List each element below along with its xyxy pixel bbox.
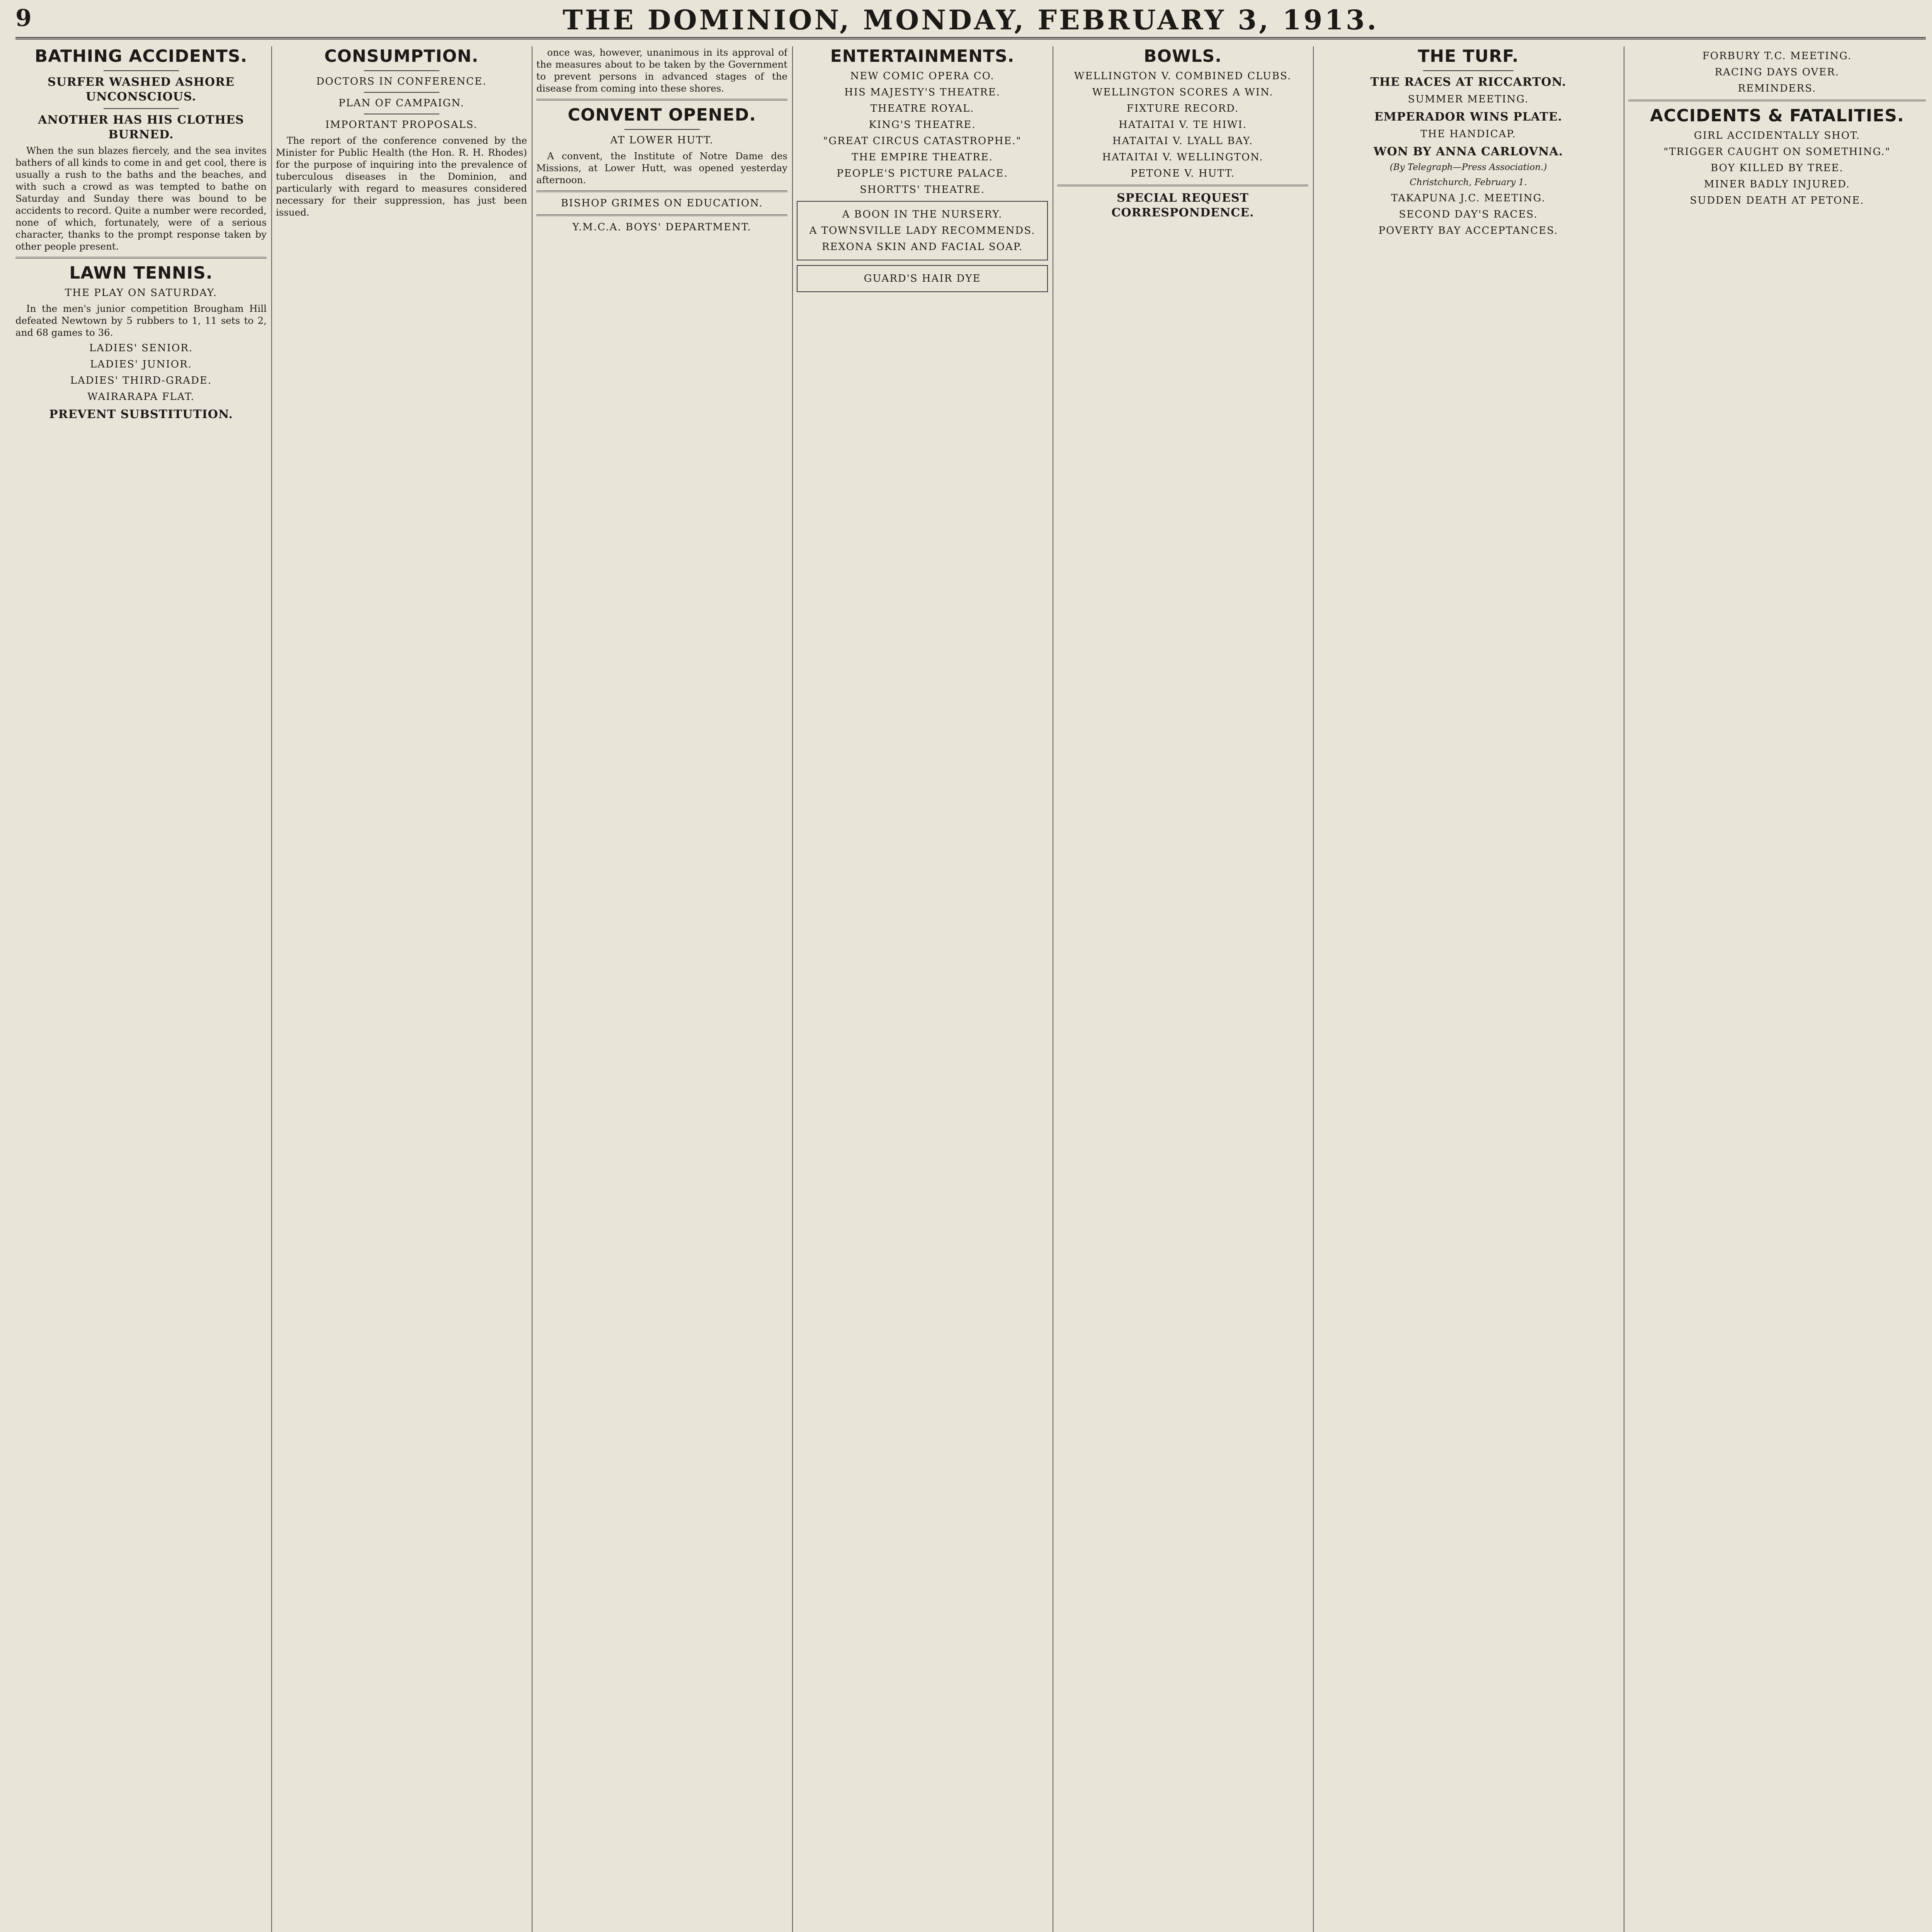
subhead-prevent: PREVENT SUBSTITUTION. [49, 408, 233, 421]
subhead-sudden-death: SUDDEN DEATH AT PETONE. [1690, 195, 1864, 206]
subhead-wairarapa: WAIRARAPA FLAT. [87, 391, 195, 403]
subhead-clothes: ANOTHER HAS HIS CLOTHES BURNED. [38, 113, 244, 141]
subhead-lyall-bay: HATAITAI V. LYALL BAY. [1112, 135, 1253, 147]
subhead-boy-killed: BOY KILLED BY TREE. [1711, 162, 1844, 174]
headline-bowls: BOWLS. [1144, 46, 1222, 66]
subhead-wellington: HATAITAI V. WELLINGTON. [1102, 151, 1264, 163]
subhead-bishop-grimes: BISHOP GRIMES ON EDUCATION. [561, 197, 763, 209]
advertisement-rexona [797, 201, 1048, 260]
article-text: In the men's junior competition Brougham Hill defeated Newtown by 5 rubbers to 1, 11 sets to 2, and 68 games to 36. [15, 303, 267, 338]
subhead-surfer: SURFER WASHED ASHORE UNCONSCIOUS. [48, 75, 235, 104]
article-text: When the sun blazes fiercely, and the sea invites bathers of all kinds to come in and get cool, there is usually a rush to the baths and the beaches, and with such a crowd as was tempted to bathe on Saturday and Sunday there was bound to be accidents to record. Quite a number were recorded, none of which, fortunately, were of a serious character, thanks to the prompt response taken by other people present. [15, 145, 267, 252]
subhead-kings: KING'S THEATRE. [869, 119, 976, 131]
masthead [15, 2, 1926, 39]
column-forbury [1628, 46, 1926, 1932]
ad-product: REXONA SKIN AND FACIAL SOAP. [821, 241, 1023, 253]
article-text: A convent, the Institute of Notre Dame des Missions, at Lower Hutt, was opened yesterday afternoon. [536, 150, 787, 185]
column-bathing [15, 46, 267, 1932]
subhead-combined: WELLINGTON V. COMBINED CLUBS. [1074, 70, 1292, 82]
subhead-win: WELLINGTON SCORES A WIN. [1092, 87, 1274, 98]
subhead-circus: "GREAT CIRCUS CATASTROPHE." [823, 135, 1022, 147]
subhead-his-majestys: HIS MAJESTY'S THEATRE. [844, 87, 1000, 98]
subhead-takapuna: TAKAPUNA J.C. MEETING. [1391, 192, 1546, 204]
subhead-doctors: DOCTORS IN CONFERENCE. [316, 76, 487, 87]
subhead-ymca: Y.M.C.A. BOYS' DEPARTMENT. [572, 221, 752, 233]
subhead-handicap: THE HANDICAP. [1420, 128, 1516, 140]
headline-lawn-tennis: LAWN TENNIS. [69, 263, 213, 283]
subhead-theatre-royal: THEATRE ROYAL. [870, 103, 975, 114]
ad-title: A BOON IN THE NURSERY. [842, 209, 1003, 220]
page-number: 9 [15, 5, 32, 32]
headline-consumption: CONSUMPTION. [324, 46, 479, 66]
subhead-racing-days: RACING DAYS OVER. [1714, 66, 1840, 78]
column-turf [1318, 46, 1619, 1932]
subhead-plan: PLAN OF CAMPAIGN. [338, 97, 464, 109]
headline-bathing: BATHING ACCIDENTS. [34, 46, 248, 66]
subhead-poverty-bay: POVERTY BAY ACCEPTANCES. [1378, 225, 1558, 236]
article-text: once was, however, unanimous in its approval of the measures about to be taken by the Government to prevent persons in advanced stages of the disease from coming into these shores. [536, 47, 787, 94]
subhead-empire: THE EMPIRE THEATRE. [852, 151, 993, 163]
column-entertainments [797, 46, 1048, 1932]
subhead-te-hiwi: HATAITAI V. TE HIWI. [1119, 119, 1247, 131]
article-text: The report of the conference convened by the Minister for Public Health (the Hon. R. H. Rhodes) for the purpose of inquiring into the prevalence of tuberculous diseases in the Dominion, and particularly with regard to measures considered necessary for their suppression, has just been issued. [276, 135, 527, 218]
subhead-comic-opera: NEW COMIC OPERA CO. [850, 70, 995, 82]
subhead-correspondence: SPECIAL REQUEST CORRESPONDENCE. [1111, 191, 1254, 219]
subhead-fixture: FIXTURE RECORD. [1126, 103, 1239, 114]
headline-accidents: ACCIDENTS & FATALITIES. [1650, 106, 1904, 126]
subhead-petone: PETONE V. HUTT. [1130, 168, 1235, 179]
subhead-girl-shot: GIRL ACCIDENTALLY SHOT. [1694, 130, 1861, 141]
subhead-miner: MINER BADLY INJURED. [1704, 179, 1850, 190]
ad-subtitle: A TOWNSVILLE LADY RECOMMENDS. [809, 225, 1036, 236]
subhead-tennis: THE PLAY ON SATURDAY. [65, 287, 218, 299]
advertisement-hair-dye [797, 265, 1048, 292]
dateline: Christchurch, February 1. [1410, 177, 1527, 187]
subhead-shortts: SHORTTS' THEATRE. [860, 184, 985, 196]
subhead-ladies-senior: LADIES' SENIOR. [89, 342, 193, 354]
subhead-peoples: PEOPLE'S PICTURE PALACE. [837, 168, 1008, 179]
page-title: THE DOMINION, MONDAY, FEBRUARY 3, 1913. [562, 4, 1379, 36]
subhead-summer: SUMMER MEETING. [1408, 94, 1529, 105]
byline: (By Telegraph—Press Association.) [1389, 162, 1547, 172]
subhead-forbury: FORBURY T.C. MEETING. [1702, 50, 1852, 62]
subhead-ladies-third: LADIES' THIRD-GRADE. [70, 375, 212, 386]
subhead-reminders: REMINDERS. [1738, 83, 1816, 94]
subhead-second-day: SECOND DAY'S RACES. [1399, 209, 1538, 220]
headline-convent: CONVENT OPENED. [568, 105, 756, 125]
column-convent [536, 46, 787, 1932]
column-bowls [1057, 46, 1308, 1932]
ad-title: GUARD'S HAIR DYE [864, 273, 981, 284]
subhead-ladies-junior: LADIES' JUNIOR. [90, 359, 192, 370]
subhead-proposals: IMPORTANT PROPOSALS. [325, 119, 478, 131]
subhead-emperador: EMPERADOR WINS PLATE. [1374, 110, 1563, 124]
subhead-riccarton: THE RACES AT RICCARTON. [1370, 75, 1566, 89]
column-consumption [276, 46, 527, 1932]
subhead-trigger: "TRIGGER CAUGHT ON SOMETHING." [1663, 146, 1891, 158]
subhead-anna: WON BY ANNA CARLOVNA. [1373, 145, 1563, 158]
headline-entertainments: ENTERTAINMENTS. [830, 46, 1015, 66]
headline-turf: THE TURF. [1418, 46, 1519, 66]
subhead-lower-hutt: AT LOWER HUTT. [610, 134, 714, 146]
